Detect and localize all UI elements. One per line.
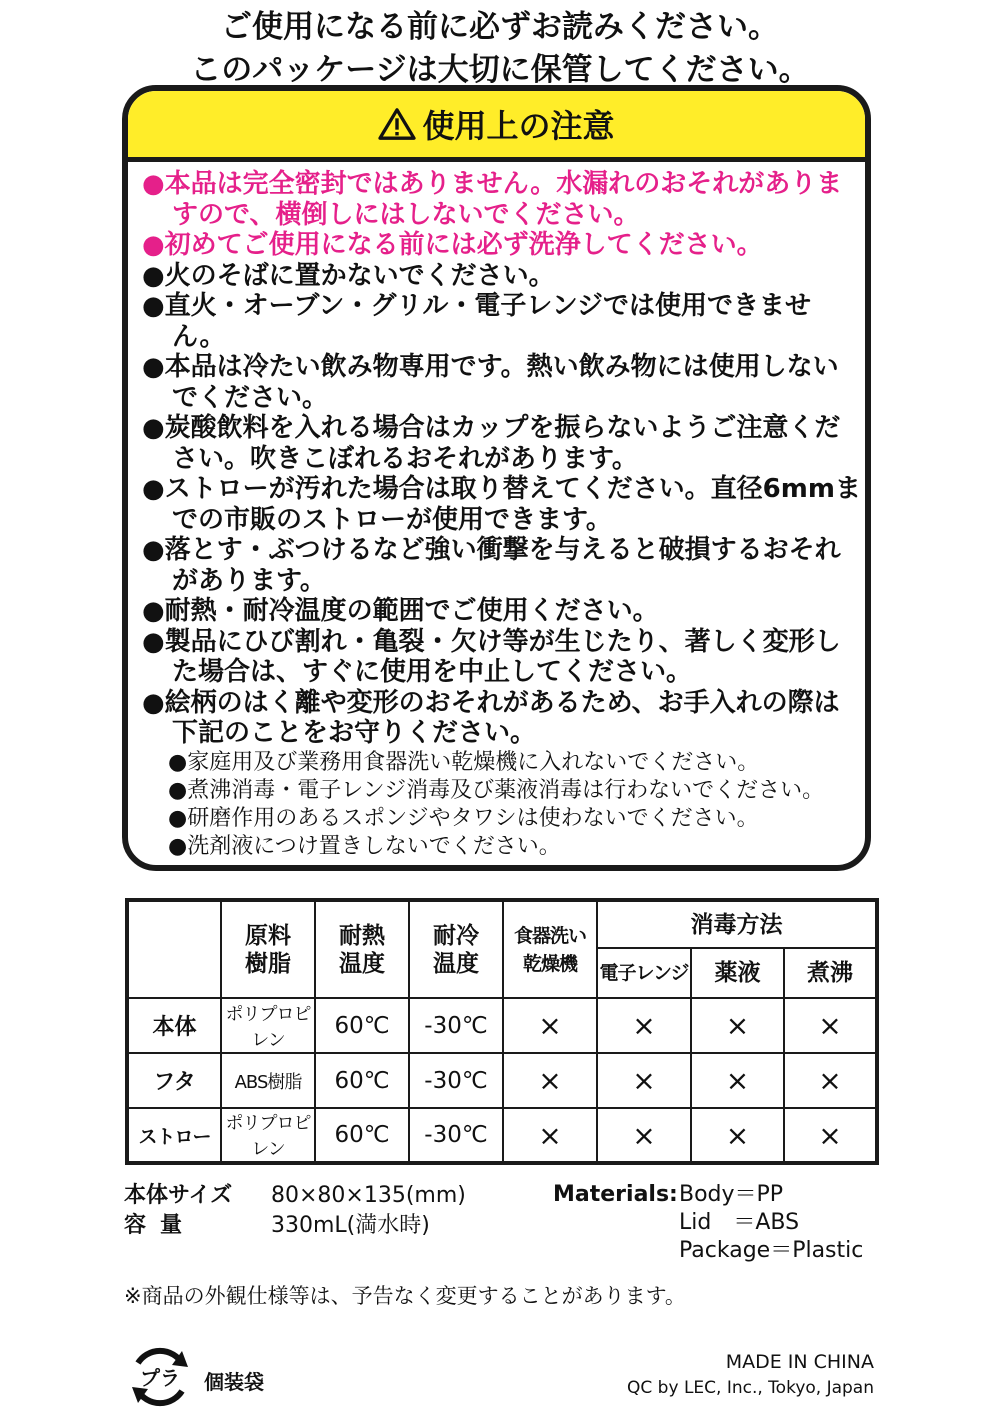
row-cold: -30℃ xyxy=(409,1108,503,1163)
row-material: ABS樹脂 xyxy=(221,1053,315,1108)
capacity-value: 330mL(満水時) xyxy=(271,1213,430,1238)
row-microwave: × xyxy=(597,998,691,1053)
spec-header-dishwasher: 食器洗い 乾燥機 xyxy=(503,900,597,998)
caution-item-2: ●直火・オーブン・グリル・電子レンジでは使用できません。 xyxy=(142,291,812,352)
spec-header-sterilize: 消毒方法 xyxy=(597,900,877,948)
caution-subitem-4: ●洗剤液につけ置きしないでください。 xyxy=(168,833,561,859)
recycle-label: 個装袋 xyxy=(204,1370,264,1394)
caution-title-bar xyxy=(128,91,865,162)
warning-icon xyxy=(378,107,416,141)
spec-header-microwave: 電子レンジ xyxy=(597,948,691,998)
caution-item-9: ●絵柄のはく離や変形のおそれがあるため、お手入れの際は下記のことをお守りください。 xyxy=(142,687,840,748)
row-microwave: × xyxy=(597,1108,691,1163)
spec-header-material: 原料 樹脂 xyxy=(221,900,315,998)
row-cold: -30℃ xyxy=(409,1053,503,1108)
materials-label: Materials: xyxy=(553,1182,678,1207)
row-boil: × xyxy=(784,998,877,1053)
size-value: 80×80×135(mm) xyxy=(271,1183,466,1208)
spec-header-boil: 煮沸 xyxy=(784,948,877,998)
origin-block xyxy=(627,1349,874,1401)
materials-line-1: Body＝PP xyxy=(679,1182,784,1207)
caution-box xyxy=(122,85,871,871)
caution-subitem-3: ●研磨作用のあるスポンジやタワシは使わないでください。 xyxy=(168,805,759,831)
plastic-recycle-icon xyxy=(124,1341,196,1413)
company-text: QC by LEC, Inc., Tokyo, Japan xyxy=(627,1378,874,1398)
row-dishwasher: × xyxy=(503,1053,597,1108)
recycle-mark-text: プラ xyxy=(140,1366,180,1390)
row-material: ポリプロピレン xyxy=(221,1108,315,1163)
caution-item-3: ●本品は冷たい飲み物専用です。熱い飲み物には使用しないでください。 xyxy=(142,352,839,413)
caution-item-pink-2: ●初めてご使用になる前には必ず洗浄してください。 xyxy=(142,230,763,260)
spec-table xyxy=(125,898,879,1165)
row-dishwasher: × xyxy=(503,998,597,1053)
caution-item-8: ●製品にひび割れ・亀裂・欠け等が生じたり、著しく変形した場合は、すぐに使用を中止してください。 xyxy=(142,626,841,687)
row-heat: 60℃ xyxy=(315,1053,409,1108)
caution-item-pink-1: ●本品は完全密封ではありません。水漏れのおそれがありますので、横倒しにはしないでください。 xyxy=(142,169,843,230)
spec-header-heat: 耐熱 温度 xyxy=(315,900,409,998)
caution-item-1: ●火のそばに置かないでください。 xyxy=(142,260,555,291)
materials-line-3: Package＝Plastic xyxy=(679,1238,864,1263)
row-heat: 60℃ xyxy=(315,1108,409,1163)
spec-header-chemical: 薬液 xyxy=(691,948,784,998)
caution-list xyxy=(128,162,865,861)
row-cold: -30℃ xyxy=(409,998,503,1053)
capacity-label: 容量 xyxy=(124,1213,197,1238)
spec-header-cold: 耐冷 温度 xyxy=(409,900,503,998)
header-line-2: このパッケージは大切に保管してください。 xyxy=(190,52,810,88)
row-material: ポリプロピレン xyxy=(221,998,315,1053)
header xyxy=(0,6,1000,92)
spec-header-empty xyxy=(127,900,221,998)
row-heat: 60℃ xyxy=(315,998,409,1053)
caution-item-4: ●炭酸飲料を入れる場合はカップを振らないようご注意ください。吹きこぼれるおそれがあります。 xyxy=(142,413,841,474)
spec-row-lid xyxy=(127,1053,877,1108)
row-dishwasher: × xyxy=(503,1108,597,1163)
row-boil: × xyxy=(784,1108,877,1163)
spec-row-straw xyxy=(127,1108,877,1163)
row-part: フタ xyxy=(127,1053,221,1108)
row-part: ストロー xyxy=(127,1108,221,1163)
size-label: 本体サイズ xyxy=(124,1183,233,1208)
spec-change-note: ※商品の外観仕様等は、予告なく変更することがあります。 xyxy=(124,1284,686,1308)
materials-line-2: Lid ＝ABS xyxy=(679,1210,800,1235)
row-chemical: × xyxy=(691,1108,784,1163)
caution-item-5: ●ストローが汚れた場合は取り替えてください。直径6mmまでの市販のストローが使用できます。 xyxy=(142,474,861,535)
caution-subitem-1: ●家庭用及び業務用食器洗い乾燥機に入れないでください。 xyxy=(168,749,760,775)
spec-row-body xyxy=(127,998,877,1053)
row-chemical: × xyxy=(691,998,784,1053)
caution-item-7: ●耐熱・耐冷温度の範囲でご使用ください。 xyxy=(142,596,659,626)
caution-title: 使用上の注意 xyxy=(422,107,615,145)
materials-block xyxy=(553,1181,863,1265)
row-chemical: × xyxy=(691,1053,784,1108)
row-boil: × xyxy=(784,1053,877,1108)
made-in-text: MADE IN CHINA xyxy=(725,1351,874,1373)
caution-item-6: ●落とす・ぶつけるなど強い衝撃を与えると破損するおそれがあります。 xyxy=(142,535,841,596)
header-line-1: ご使用になる前に必ずお読みください。 xyxy=(221,9,779,45)
row-part: 本体 xyxy=(127,998,221,1053)
caution-subitem-2: ●煮沸消毒・電子レンジ消毒及び薬液消毒は行わないでください。 xyxy=(168,777,825,803)
size-block xyxy=(124,1181,466,1241)
row-microwave: × xyxy=(597,1053,691,1108)
